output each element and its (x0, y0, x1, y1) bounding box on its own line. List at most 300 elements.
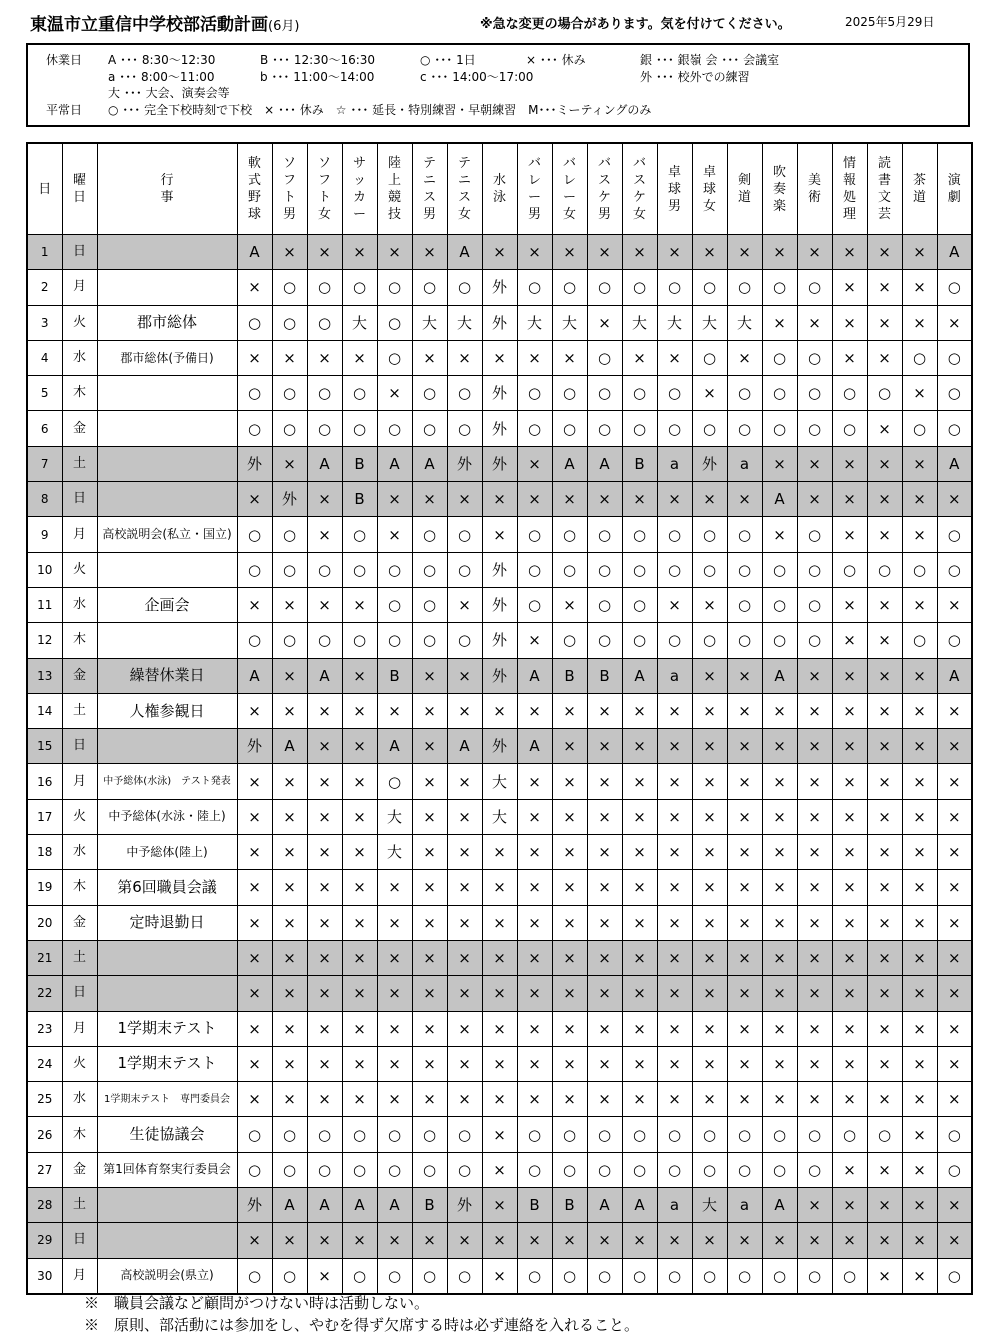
activity-cell: ○ (517, 1152, 552, 1187)
activity-cell: × (587, 1082, 622, 1117)
table-row (27, 340, 972, 375)
activity-cell: × (657, 235, 692, 270)
legend-dai: 大 ･･･ 大会、演奏会等 (108, 86, 230, 100)
activity-cell: ○ (587, 623, 622, 658)
header-club: 美術 (797, 143, 832, 235)
day-cell: 15 (27, 729, 62, 764)
table-row (27, 623, 972, 658)
activity-cell: ○ (587, 1152, 622, 1187)
activity-cell: × (552, 1082, 587, 1117)
activity-cell: ○ (272, 376, 307, 411)
activity-cell: × (902, 270, 937, 305)
activity-cell: ○ (727, 1152, 762, 1187)
weekday-cell: 金 (62, 658, 97, 693)
header-weekday: 曜日 (62, 143, 97, 235)
activity-cell: × (762, 870, 797, 905)
activity-cell: ○ (237, 305, 272, 340)
activity-cell: ○ (517, 1258, 552, 1294)
activity-cell: × (342, 905, 377, 940)
activity-cell: ○ (937, 270, 972, 305)
activity-cell: × (937, 1046, 972, 1081)
header-club: 卓球男 (657, 143, 692, 235)
activity-cell: × (517, 799, 552, 834)
header-club: テニス男 (412, 143, 447, 235)
activity-cell: ○ (657, 623, 692, 658)
activity-cell: × (937, 1011, 972, 1046)
activity-cell: × (762, 799, 797, 834)
activity-cell: ○ (622, 270, 657, 305)
activity-cell: × (272, 799, 307, 834)
event-cell: 郡市総体 (97, 305, 237, 340)
activity-cell: A (237, 658, 272, 693)
activity-cell: × (762, 1011, 797, 1046)
activity-cell: ○ (622, 623, 657, 658)
activity-cell: × (237, 940, 272, 975)
event-cell (97, 376, 237, 411)
activity-cell: × (342, 976, 377, 1011)
activity-cell: A (937, 446, 972, 481)
activity-cell: ○ (237, 517, 272, 552)
activity-cell: × (517, 905, 552, 940)
weekday-cell: 水 (62, 340, 97, 375)
day-cell: 4 (27, 340, 62, 375)
activity-cell: × (447, 940, 482, 975)
activity-cell: ○ (902, 552, 937, 587)
activity-cell: × (622, 799, 657, 834)
day-cell: 12 (27, 623, 62, 658)
activity-cell: × (342, 340, 377, 375)
activity-cell: ○ (237, 1258, 272, 1294)
activity-cell: × (832, 976, 867, 1011)
activity-cell: 大 (692, 305, 727, 340)
activity-cell: ○ (657, 1117, 692, 1152)
activity-cell: ○ (832, 411, 867, 446)
activity-cell: × (797, 235, 832, 270)
activity-cell: × (937, 1223, 972, 1258)
activity-cell: × (482, 976, 517, 1011)
activity-cell: a (727, 446, 762, 481)
event-cell (97, 940, 237, 975)
activity-cell: × (377, 1011, 412, 1046)
activity-cell: × (587, 905, 622, 940)
activity-cell: × (552, 729, 587, 764)
weekday-cell: 月 (62, 764, 97, 799)
activity-cell: ○ (622, 376, 657, 411)
activity-cell: A (587, 446, 622, 481)
activity-cell: × (237, 870, 272, 905)
activity-cell: × (272, 1082, 307, 1117)
activity-cell: A (762, 1188, 797, 1223)
activity-cell: × (517, 623, 552, 658)
activity-cell: × (867, 517, 902, 552)
event-cell (97, 482, 237, 517)
day-cell: 30 (27, 1258, 62, 1294)
activity-cell: × (657, 693, 692, 728)
activity-cell: × (762, 1046, 797, 1081)
activity-cell: × (272, 976, 307, 1011)
activity-cell: × (657, 976, 692, 1011)
activity-cell: × (692, 587, 727, 622)
activity-cell: × (482, 1011, 517, 1046)
activity-cell: × (272, 587, 307, 622)
activity-cell: × (412, 729, 447, 764)
activity-cell: ○ (517, 376, 552, 411)
activity-cell: ○ (412, 270, 447, 305)
activity-cell: × (902, 976, 937, 1011)
day-cell: 23 (27, 1011, 62, 1046)
activity-cell: × (307, 1046, 342, 1081)
activity-cell: × (237, 587, 272, 622)
activity-cell: × (272, 658, 307, 693)
activity-cell: × (622, 764, 657, 799)
activity-cell: ○ (657, 376, 692, 411)
activity-cell: ○ (237, 1152, 272, 1187)
activity-cell: ○ (867, 376, 902, 411)
activity-cell: × (937, 305, 972, 340)
activity-cell: B (622, 446, 657, 481)
activity-cell: ○ (657, 411, 692, 446)
activity-cell: A (622, 658, 657, 693)
activity-cell: × (832, 905, 867, 940)
activity-cell: × (692, 693, 727, 728)
activity-cell: × (307, 799, 342, 834)
activity-cell: × (867, 587, 902, 622)
weekday-cell: 月 (62, 1258, 97, 1294)
header-club: サッカー (342, 143, 377, 235)
header-event: 行事 (97, 143, 237, 235)
activity-cell: ○ (342, 411, 377, 446)
activity-cell: × (237, 1223, 272, 1258)
activity-cell: × (902, 1258, 937, 1294)
activity-cell: ○ (902, 623, 937, 658)
activity-cell: × (447, 693, 482, 728)
table-row (27, 1188, 972, 1223)
activity-cell: a (657, 446, 692, 481)
day-cell: 3 (27, 305, 62, 340)
activity-cell: ○ (412, 623, 447, 658)
activity-cell: ○ (237, 623, 272, 658)
activity-cell: ○ (307, 552, 342, 587)
activity-cell: × (692, 870, 727, 905)
activity-cell: × (692, 905, 727, 940)
legend-a: a ･･･ 8:00～11:00 (108, 70, 215, 84)
weekday-cell: 土 (62, 693, 97, 728)
activity-cell: × (447, 482, 482, 517)
activity-cell: × (307, 1011, 342, 1046)
day-cell: 28 (27, 1188, 62, 1223)
activity-cell: × (657, 1223, 692, 1258)
activity-cell: × (342, 693, 377, 728)
day-cell: 13 (27, 658, 62, 693)
activity-cell: × (517, 1011, 552, 1046)
header-club: テニス女 (447, 143, 482, 235)
legend-B: B ･･･ 12:30～16:30 (260, 53, 376, 67)
activity-cell: × (517, 940, 552, 975)
event-cell: 人権参観日 (97, 693, 237, 728)
change-notice: ※急な変更の場合があります。気を付けてください。 (480, 17, 791, 32)
activity-cell: ○ (307, 270, 342, 305)
activity-cell: ○ (377, 305, 412, 340)
day-cell: 19 (27, 870, 62, 905)
activity-cell: × (447, 587, 482, 622)
activity-cell: × (832, 1011, 867, 1046)
activity-cell: × (762, 305, 797, 340)
day-cell: 5 (27, 376, 62, 411)
activity-cell: ○ (272, 305, 307, 340)
activity-cell: ○ (412, 552, 447, 587)
activity-cell: × (727, 1082, 762, 1117)
activity-cell: ○ (447, 552, 482, 587)
activity-cell: × (412, 870, 447, 905)
activity-cell: × (237, 693, 272, 728)
activity-cell: × (867, 235, 902, 270)
table-row (27, 587, 972, 622)
activity-cell: × (482, 1223, 517, 1258)
activity-cell: × (587, 235, 622, 270)
activity-cell: a (657, 1188, 692, 1223)
header-club: 読書文芸 (867, 143, 902, 235)
activity-cell: × (657, 799, 692, 834)
activity-cell: × (447, 1082, 482, 1117)
legend-box (26, 43, 970, 127)
activity-cell: × (832, 270, 867, 305)
table-row (27, 235, 972, 270)
activity-cell: ○ (517, 552, 552, 587)
activity-cell: × (307, 340, 342, 375)
activity-cell: ○ (762, 340, 797, 375)
day-cell: 1 (27, 235, 62, 270)
activity-cell: × (517, 693, 552, 728)
activity-cell: ○ (797, 376, 832, 411)
weekday-cell: 日 (62, 729, 97, 764)
activity-cell: ○ (867, 552, 902, 587)
table-row (27, 976, 972, 1011)
activity-cell: A (762, 482, 797, 517)
activity-cell: A (377, 729, 412, 764)
activity-cell: ○ (902, 340, 937, 375)
activity-cell: × (482, 905, 517, 940)
table-row (27, 1258, 972, 1294)
activity-cell: ○ (797, 552, 832, 587)
activity-cell: × (587, 1046, 622, 1081)
weekday-cell: 月 (62, 517, 97, 552)
activity-cell: × (937, 1188, 972, 1223)
activity-cell: × (307, 976, 342, 1011)
activity-cell: × (622, 905, 657, 940)
activity-cell: × (377, 1046, 412, 1081)
activity-cell: × (482, 870, 517, 905)
activity-cell: × (237, 835, 272, 870)
activity-cell: × (482, 1046, 517, 1081)
activity-cell: × (622, 340, 657, 375)
header-club: バレー男 (517, 143, 552, 235)
activity-cell: × (902, 729, 937, 764)
activity-cell: × (342, 658, 377, 693)
activity-cell: × (867, 411, 902, 446)
table-row (27, 835, 972, 870)
activity-cell: ○ (937, 552, 972, 587)
activity-cell: × (657, 587, 692, 622)
activity-cell: × (692, 764, 727, 799)
activity-cell: × (237, 482, 272, 517)
activity-cell: × (727, 976, 762, 1011)
activity-cell: × (377, 235, 412, 270)
activity-cell: × (902, 517, 937, 552)
event-cell: 1学期末テスト 専門委員会 (97, 1082, 237, 1117)
day-cell: 29 (27, 1223, 62, 1258)
activity-cell: × (797, 1082, 832, 1117)
legend-A: A ･･･ 8:30～12:30 (108, 53, 216, 67)
activity-cell: × (552, 905, 587, 940)
weekday-cell: 月 (62, 270, 97, 305)
activity-cell: ○ (762, 587, 797, 622)
activity-cell: ○ (797, 1258, 832, 1294)
activity-cell: × (272, 940, 307, 975)
activity-cell: ○ (342, 376, 377, 411)
activity-cell: × (937, 799, 972, 834)
weekday-cell: 金 (62, 1152, 97, 1187)
activity-cell: × (832, 482, 867, 517)
table-row (27, 1152, 972, 1187)
activity-cell: × (237, 905, 272, 940)
activity-cell: × (937, 905, 972, 940)
activity-cell: 外 (482, 411, 517, 446)
activity-cell: × (622, 1082, 657, 1117)
activity-cell: 大 (552, 305, 587, 340)
table-row (27, 764, 972, 799)
activity-cell: × (342, 764, 377, 799)
activity-cell: × (797, 835, 832, 870)
activity-cell: ○ (447, 1152, 482, 1187)
activity-cell: × (832, 658, 867, 693)
day-cell: 17 (27, 799, 62, 834)
activity-cell: × (867, 482, 902, 517)
footer-note-1: ※ 職員会議など顧問がつけない時は活動しない。 (84, 1294, 430, 1312)
event-cell: 高校説明会(県立) (97, 1258, 237, 1294)
legend-b: b ･･･ 11:00～14:00 (260, 70, 375, 84)
activity-cell: × (692, 658, 727, 693)
table-row (27, 1082, 972, 1117)
activity-cell: × (377, 1082, 412, 1117)
table-row (27, 1046, 972, 1081)
activity-cell: A (517, 729, 552, 764)
activity-cell: × (237, 764, 272, 799)
activity-cell: ○ (727, 1117, 762, 1152)
event-cell (97, 270, 237, 305)
activity-cell: A (517, 658, 552, 693)
activity-cell: A (377, 1188, 412, 1223)
activity-cell: × (902, 658, 937, 693)
day-cell: 16 (27, 764, 62, 799)
weekday-cell: 金 (62, 905, 97, 940)
schedule-body (27, 235, 972, 1294)
activity-cell: × (797, 729, 832, 764)
activity-cell: ○ (412, 517, 447, 552)
activity-cell: × (797, 482, 832, 517)
event-cell: 郡市総体(予備日) (97, 340, 237, 375)
activity-cell: × (937, 835, 972, 870)
activity-cell: × (867, 305, 902, 340)
table-row (27, 517, 972, 552)
activity-cell: B (517, 1188, 552, 1223)
activity-cell: × (762, 905, 797, 940)
activity-cell: × (727, 940, 762, 975)
activity-cell: × (797, 764, 832, 799)
activity-cell: ○ (587, 340, 622, 375)
weekday-cell: 土 (62, 446, 97, 481)
activity-cell: × (482, 940, 517, 975)
activity-cell: × (482, 1082, 517, 1117)
activity-cell: ○ (552, 552, 587, 587)
activity-cell: ○ (377, 1152, 412, 1187)
activity-cell: × (412, 905, 447, 940)
activity-cell: ○ (307, 376, 342, 411)
activity-cell: × (412, 482, 447, 517)
activity-cell: × (552, 1011, 587, 1046)
activity-cell: × (482, 517, 517, 552)
table-row (27, 552, 972, 587)
event-cell: 中予総体(陸上) (97, 835, 237, 870)
activity-cell: × (902, 235, 937, 270)
activity-cell: A (447, 235, 482, 270)
activity-cell: × (447, 340, 482, 375)
activity-cell: ○ (657, 270, 692, 305)
activity-cell: × (307, 235, 342, 270)
activity-cell: ○ (552, 376, 587, 411)
day-cell: 24 (27, 1046, 62, 1081)
activity-cell: × (867, 658, 902, 693)
activity-cell: × (797, 905, 832, 940)
activity-cell: × (937, 1082, 972, 1117)
activity-cell: 外 (237, 1188, 272, 1223)
activity-cell: 外 (482, 305, 517, 340)
activity-cell: × (587, 870, 622, 905)
event-cell (97, 623, 237, 658)
activity-cell: ○ (552, 623, 587, 658)
activity-cell: ○ (762, 552, 797, 587)
activity-cell: × (307, 905, 342, 940)
activity-cell: × (797, 976, 832, 1011)
activity-cell: ○ (272, 411, 307, 446)
day-cell: 21 (27, 940, 62, 975)
activity-cell: × (692, 940, 727, 975)
activity-cell: ○ (587, 517, 622, 552)
table-row (27, 870, 972, 905)
activity-cell: × (342, 940, 377, 975)
activity-cell: × (272, 1011, 307, 1046)
activity-cell: ○ (937, 340, 972, 375)
activity-cell: ○ (587, 1258, 622, 1294)
activity-cell: × (902, 940, 937, 975)
legend-X: × ･･･ 休み (526, 53, 586, 67)
activity-cell: × (272, 905, 307, 940)
activity-cell: × (692, 482, 727, 517)
activity-cell: ○ (657, 1152, 692, 1187)
activity-cell: ○ (692, 340, 727, 375)
activity-cell: × (237, 270, 272, 305)
activity-cell: 外 (482, 376, 517, 411)
activity-cell: × (447, 835, 482, 870)
activity-cell: × (272, 870, 307, 905)
activity-cell: A (307, 658, 342, 693)
activity-cell: ○ (447, 376, 482, 411)
activity-cell: × (587, 482, 622, 517)
activity-cell: × (552, 1223, 587, 1258)
activity-cell: × (832, 1188, 867, 1223)
activity-cell: × (412, 340, 447, 375)
activity-cell: ○ (552, 1258, 587, 1294)
activity-cell: ○ (937, 517, 972, 552)
